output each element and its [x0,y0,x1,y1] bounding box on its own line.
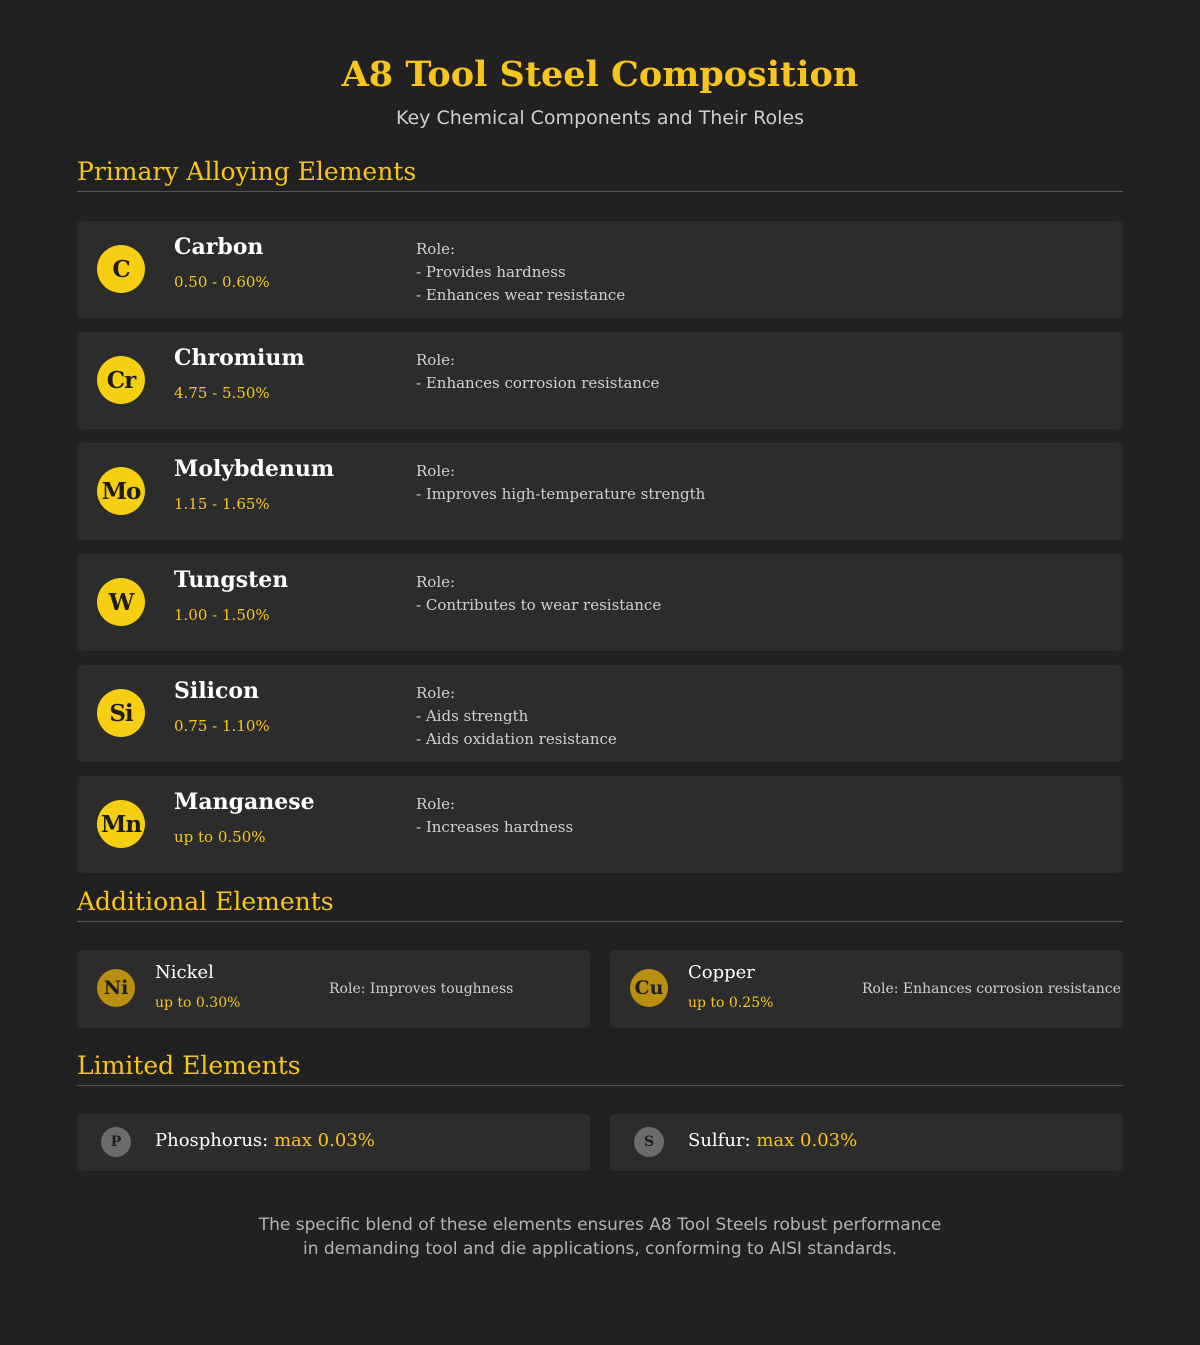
role-item: - Aids oxidation resistance [416,730,617,748]
element-symbol-badge: S [634,1127,664,1157]
element-role: Role: Improves toughness [329,981,514,997]
element-symbol-badge: Mn [97,800,145,848]
element-limit-value: max 0.03% [273,1130,375,1151]
element-card-chromium [77,332,1123,429]
limit-text [155,1130,375,1152]
primary-element-list [77,221,1123,873]
element-name: Sulfur: [688,1130,751,1151]
role-item: - Increases hardness [416,818,574,836]
element-roles [416,349,659,395]
element-name: Tungsten [174,567,289,593]
element-roles [416,682,617,751]
element-roles [416,238,625,307]
page-title: A8 Tool Steel Composition [341,54,859,95]
element-card-molybdenum [77,443,1123,540]
element-range: 0.50 - 0.60% [174,273,270,291]
role-label: Role: [416,240,456,258]
element-name: Manganese [174,789,315,815]
role-label: Role: [416,462,456,480]
element-symbol-badge: Cr [97,356,145,404]
element-symbol-badge: C [97,245,145,293]
role-item: - Provides hardness [416,263,566,281]
role-label: Role: [416,795,456,813]
role-label: Role: [416,351,456,369]
element-name: Nickel [155,962,214,983]
element-symbol-badge: Ni [97,969,135,1007]
element-roles [416,460,705,506]
element-card-manganese [77,776,1123,873]
element-symbol-badge: P [101,1127,131,1157]
element-card-nickel [77,950,590,1028]
element-range: up to 0.30% [155,995,241,1011]
element-card-phosphorus [77,1114,590,1171]
limited-element-list [77,1114,1123,1171]
limit-text [688,1130,857,1152]
element-card-silicon [77,665,1123,762]
element-card-sulfur [610,1114,1123,1171]
role-label: Role: [416,684,456,702]
additional-section-heading: Additional Elements [77,887,1123,922]
element-range: 1.15 - 1.65% [174,495,270,513]
element-name: Copper [688,962,755,983]
role-item: - Aids strength [416,707,529,725]
element-symbol-badge: Cu [630,969,668,1007]
element-name: Chromium [174,345,305,371]
element-range: up to 0.25% [688,995,774,1011]
element-range: 1.00 - 1.50% [174,606,270,624]
element-symbol-badge: Si [97,689,145,737]
element-roles [416,571,661,617]
element-range: up to 0.50% [174,828,266,846]
element-symbol-badge: Mo [97,467,145,515]
element-roles [416,793,573,839]
role-item: - Contributes to wear resistance [416,596,662,614]
element-limit-value: max 0.03% [756,1130,858,1151]
element-name: Molybdenum [174,456,335,482]
element-card-carbon [77,221,1123,318]
limited-section-heading: Limited Elements [77,1051,1123,1086]
element-symbol-badge: W [97,578,145,626]
element-name: Phosphorus: [155,1130,269,1151]
element-card-tungsten [77,554,1123,651]
element-name: Silicon [174,678,260,704]
role-item: - Enhances corrosion resistance [416,374,660,392]
additional-element-list [77,950,1123,1028]
role-label: Role: [416,573,456,591]
role-item: - Enhances wear resistance [416,286,626,304]
element-card-copper [610,950,1123,1028]
element-range: 4.75 - 5.50% [174,384,270,402]
role-item: - Improves high-temperature strength [416,485,706,503]
element-role: Role: Enhances corrosion resistance [862,981,1121,997]
footer-line: The specific blend of these elements ensures A8 Tool Steels robust performance [258,1215,942,1235]
footer-note [77,1213,1123,1261]
primary-section-heading: Primary Alloying Elements [77,157,1123,192]
element-range: 0.75 - 1.10% [174,717,270,735]
page-subtitle: Key Chemical Components and Their Roles [395,107,805,129]
footer-line: in demanding tool and die applications, conforming to AISI standards. [302,1239,898,1259]
element-name: Carbon [174,234,264,260]
